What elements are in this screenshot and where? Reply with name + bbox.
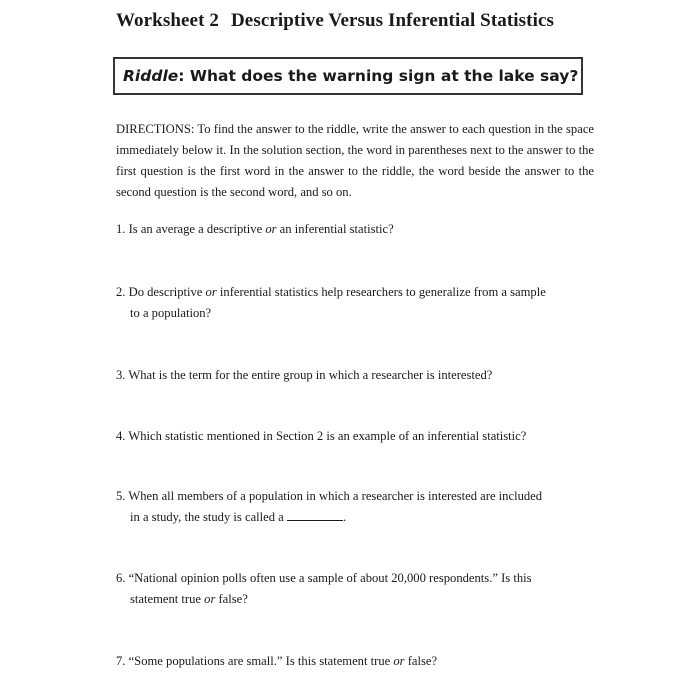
question-3: 3. What is the term for the entire group in which a researcher is interested? — [116, 368, 493, 382]
riddle-box — [113, 57, 583, 95]
answer-blank — [287, 509, 343, 521]
question-4: 4. Which statistic mentioned in Section 2 is an example of an inferential statistic? — [116, 429, 527, 443]
worksheet-title — [116, 10, 554, 32]
riddle-question: What does the warning sign at the lake say? — [189, 67, 579, 85]
question-2: 2. Do descriptive or inferential statistics help researchers to generalize from a sample to a population? — [116, 285, 546, 320]
riddle-label: Riddle — [123, 67, 179, 85]
worksheet-heading: Descriptive Versus Inferential Statistics — [230, 10, 554, 31]
question-5: 5. When all members of a population in which a researcher is interested are included in a study, the study is called a . — [116, 489, 543, 524]
question-7: 7. “Some populations are small.” Is this statement true or false? — [116, 654, 438, 668]
question-6: 6. “National opinion polls often use a sample of about 20,000 respondents.” Is this statement true or false? — [116, 571, 532, 606]
directions-paragraph: DIRECTIONS: To find the answer to the riddle, write the answer to each question in the space immediately below it. In the solution section, the word in parentheses next to the answer to the first question is the first word in the answer to the riddle, the word beside the answer to the second question is the second word, and so on. — [116, 122, 594, 199]
worksheet-number: Worksheet 2 — [116, 10, 219, 31]
question-1: 1. Is an average a descriptive or an inferential statistic? — [116, 222, 394, 236]
riddle-colon: : — [178, 67, 185, 85]
